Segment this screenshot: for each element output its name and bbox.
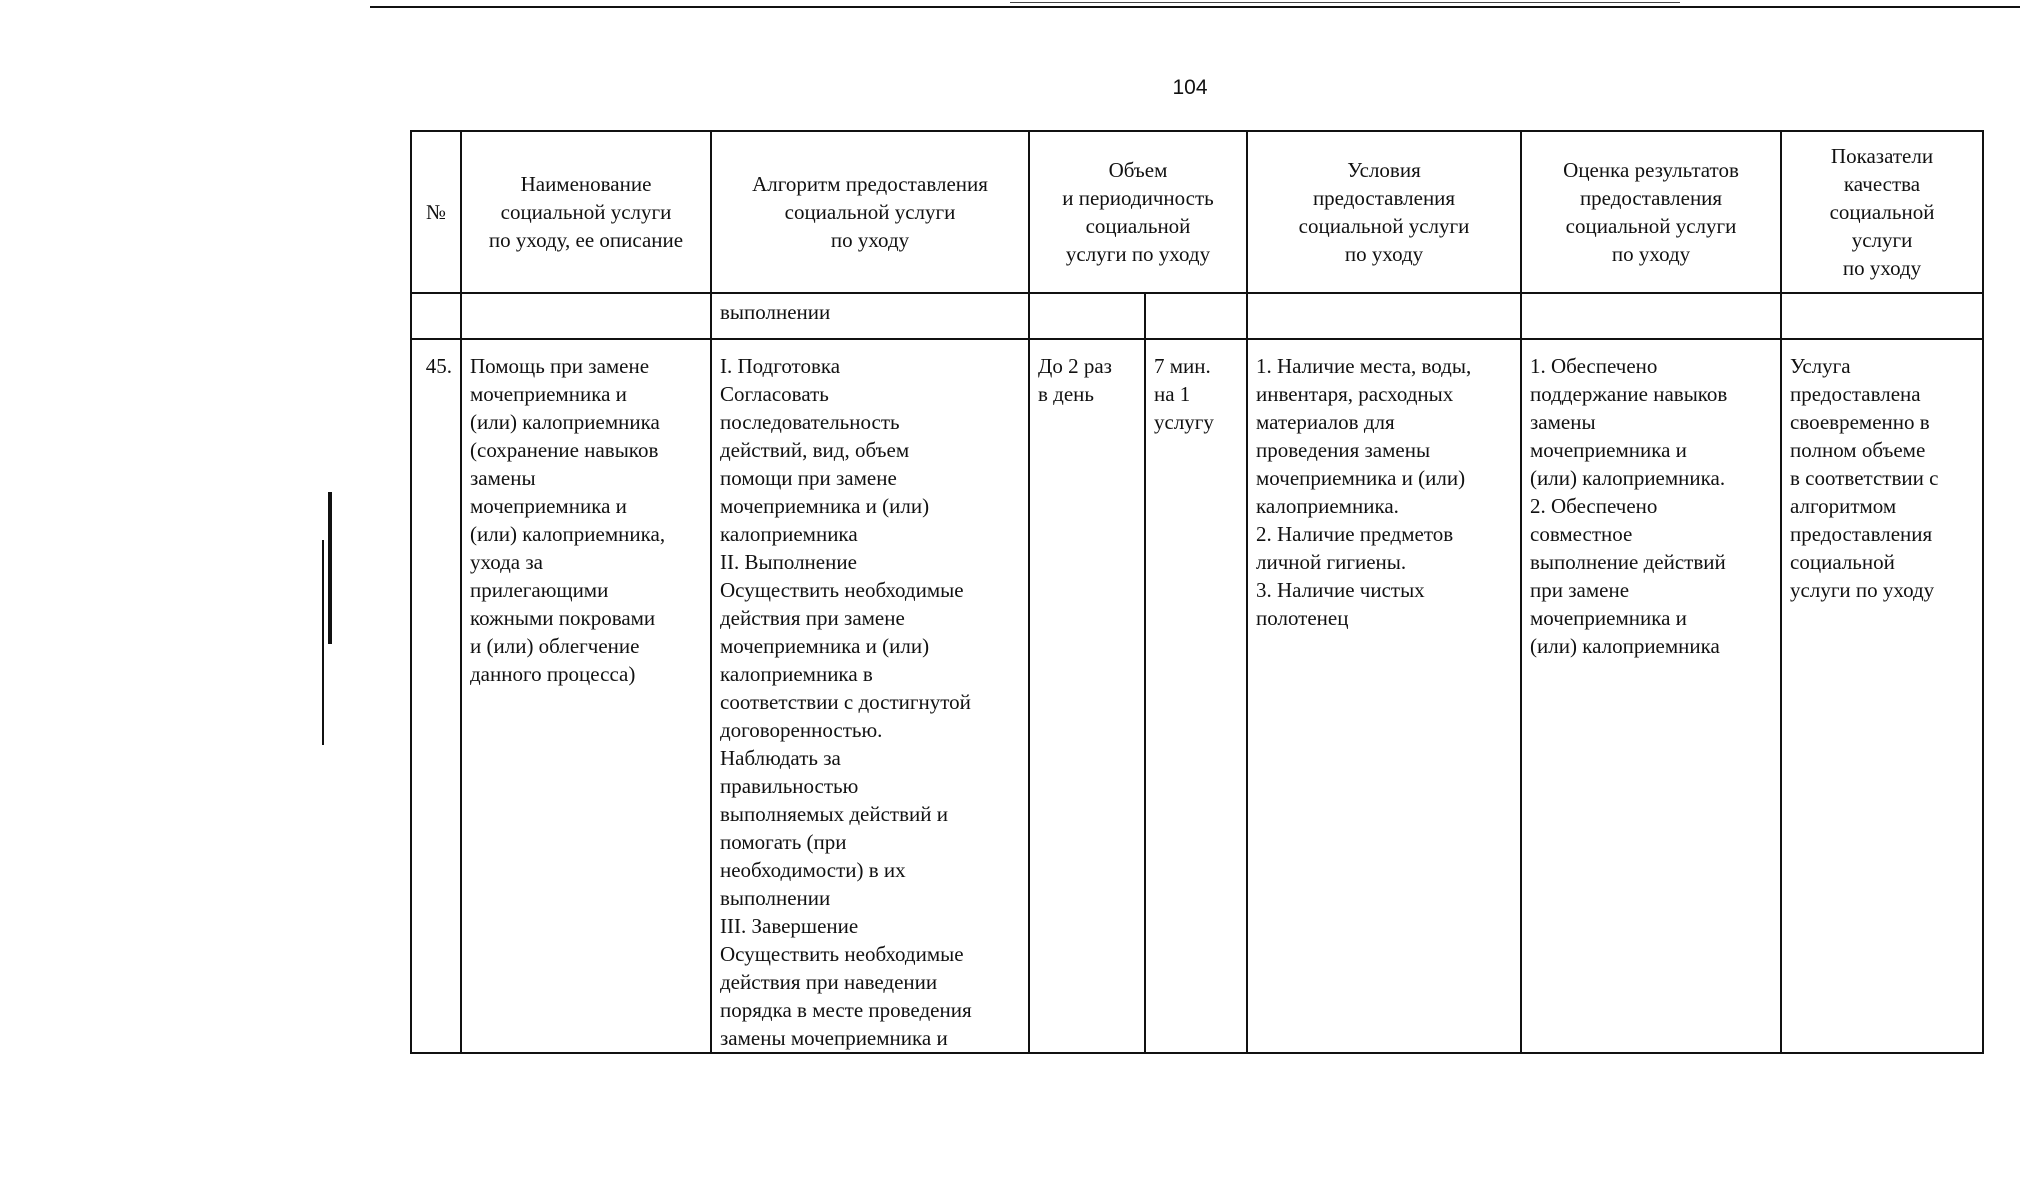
scan-margin-mark xyxy=(328,492,332,644)
table-cell xyxy=(1521,293,1781,339)
header-algorithm: Алгоритм предоставления социальной услуги по уходу xyxy=(711,131,1029,293)
table-cell xyxy=(1247,293,1521,339)
header-service-name: Наименование социальной услуги по уходу, ее описание xyxy=(461,131,711,293)
algorithm-cell: I. Подготовка Согласовать последовательность действий, вид, объем помощи при замене мочеприемника и (или) калоприемника II. Выполнение Осуществить необходимые действия при замене мочеприемника и (или) калоприемника в соответствии с достигнутой договоренностью. Наблюдать за правильностью выполняемых действий и помогать (при необходимости) в их выполнении III. Завершение Осуществить необходимые действия при наведении порядка в месте проведения замены мочеприемника и xyxy=(711,339,1029,1053)
assessment-cell: 1. Обеспечено поддержание навыков замены мочеприемника и (или) калоприемника. 2. Обеспечено совместное выполнение действий при замене мочеприемника и (или) калоприемника xyxy=(1521,339,1781,1053)
header-assessment: Оценка результатов предоставления социальной услуги по уходу xyxy=(1521,131,1781,293)
table-cell xyxy=(1145,293,1247,339)
duration-cell: 7 мин. на 1 услугу xyxy=(1145,339,1247,1053)
table-cell xyxy=(1029,293,1145,339)
services-table xyxy=(410,130,1984,1054)
quality-cell: Услуга предоставлена своевременно в полном объеме в соответствии с алгоритмом предоставления социальной услуги по уходу xyxy=(1781,339,1983,1053)
table-header-row xyxy=(411,131,1983,293)
scan-top-rule xyxy=(370,6,2020,8)
frequency-cell: До 2 раз в день xyxy=(1029,339,1145,1053)
header-number: № xyxy=(411,131,461,293)
scan-top-rule-short xyxy=(1010,2,1680,3)
header-quality: Показатели качества социальной услуги по уходу xyxy=(1781,131,1983,293)
header-volume-frequency: Объем и периодичность социальной услуги по уходу xyxy=(1029,131,1247,293)
conditions-cell: 1. Наличие места, воды, инвентаря, расходных материалов для проведения замены мочеприемника и (или) калоприемника. 2. Наличие предметов личной гигиены. 3. Наличие чистых полотенец xyxy=(1247,339,1521,1053)
table-row-45 xyxy=(411,339,1983,1053)
service-name-cell: Помощь при замене мочеприемника и (или) калоприемника (сохранение навыков замены мочеприемника и (или) калоприемника, ухода за прилегающими кожными покровами и (или) облегчение данного процесса) xyxy=(461,339,711,1053)
scan-margin-mark xyxy=(322,540,324,745)
table-cell xyxy=(411,293,461,339)
header-conditions: Условия предоставления социальной услуги по уходу xyxy=(1247,131,1521,293)
table-cell xyxy=(1781,293,1983,339)
continuation-algorithm-cell: выполнении xyxy=(711,293,1029,339)
row-number: 45. xyxy=(411,339,461,1053)
continuation-row xyxy=(411,293,1983,339)
table-cell xyxy=(461,293,711,339)
page-number: 104 xyxy=(1172,76,1208,99)
